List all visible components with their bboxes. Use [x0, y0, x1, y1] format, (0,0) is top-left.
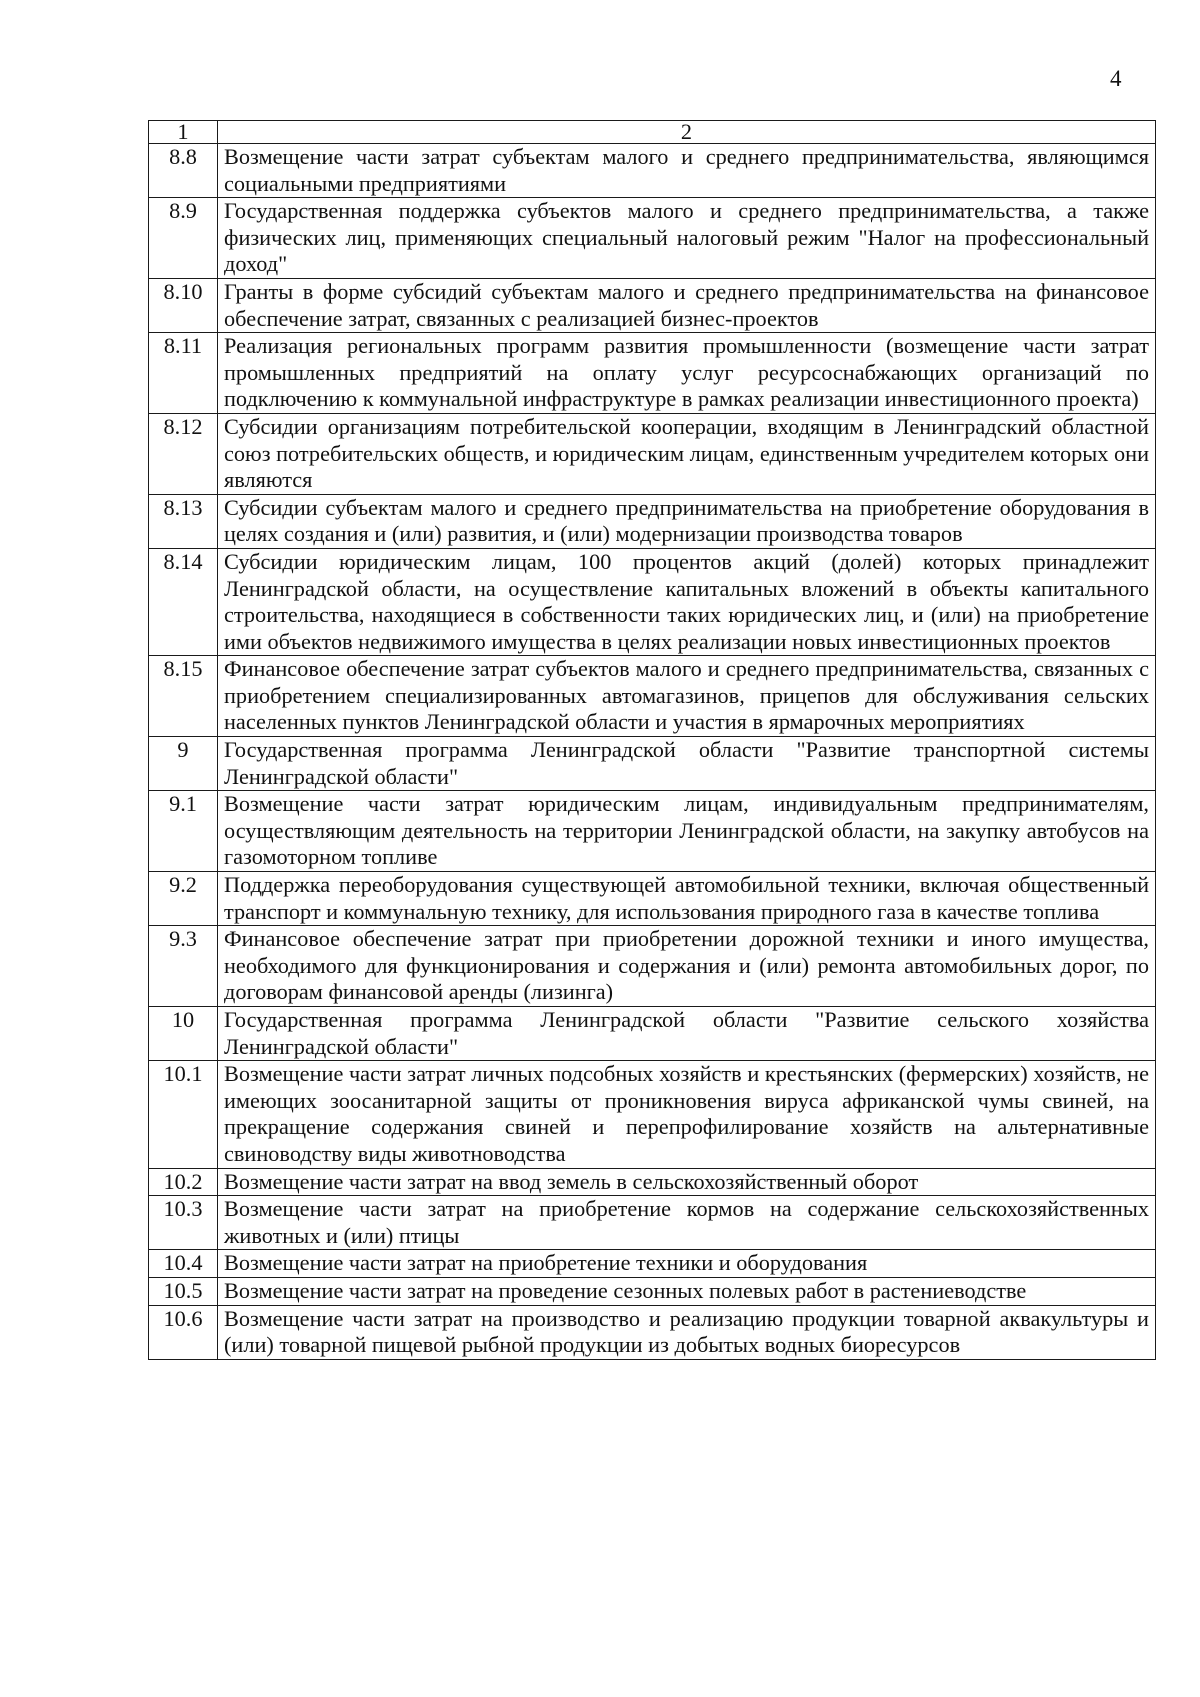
- table-body: [149, 121, 1156, 1360]
- row-number: 10.3: [149, 1196, 218, 1250]
- row-description: Финансовое обеспечение затрат субъектов малого и среднего предпринимательства, связанных с приобретением специализированных автомагазинов, прицепов для обслуживания сельских населенных пунктов Ленинградской области и участия в ярмарочных мероприятиях: [218, 656, 1156, 737]
- row-number: 10.2: [149, 1168, 218, 1196]
- table-row: [149, 1061, 1156, 1168]
- row-number: 8.10: [149, 278, 218, 332]
- table-row: [149, 1168, 1156, 1196]
- row-description: Государственная программа Ленинградской области "Развитие сельского хозяйства Ленинградской области": [218, 1007, 1156, 1061]
- row-description: Государственная поддержка субъектов малого и среднего предпринимательства, а также физических лиц, применяющих специальный налоговый режим "Налог на профессиональный доход": [218, 198, 1156, 279]
- row-number: 10.5: [149, 1277, 218, 1305]
- table-row: [149, 144, 1156, 198]
- row-number: 8.8: [149, 144, 218, 198]
- row-description: Государственная программа Ленинградской области "Развитие транспортной системы Ленинградской области": [218, 737, 1156, 791]
- row-description: Реализация региональных программ развития промышленности (возмещение части затрат промышленных предприятий на оплату услуг ресурсоснабжающих организаций по подключению к коммунальной инфраструктуре в рамках реализации инвестиционного проекта): [218, 333, 1156, 414]
- row-number: 8.9: [149, 198, 218, 279]
- table-row: [149, 278, 1156, 332]
- table-header-row: [149, 121, 1156, 144]
- row-number: 8.15: [149, 656, 218, 737]
- table-row: [149, 1250, 1156, 1278]
- table-row: [149, 872, 1156, 926]
- table-row: [149, 926, 1156, 1007]
- table-row: [149, 737, 1156, 791]
- row-description: Гранты в форме субсидий субъектам малого и среднего предпринимательства на финансовое обеспечение затрат, связанных с реализацией бизнес-проектов: [218, 278, 1156, 332]
- table-row: [149, 1277, 1156, 1305]
- row-number: 8.13: [149, 494, 218, 548]
- page-number: 4: [1110, 66, 1122, 91]
- row-description: Возмещение части затрат на производство и реализацию продукции товарной аквакультуры и (или) товарной пищевой рыбной продукции из добытых водных биоресурсов: [218, 1305, 1156, 1359]
- row-description: Возмещение части затрат субъектам малого и среднего предпринимательства, являющимся социальными предприятиями: [218, 144, 1156, 198]
- row-description: Субсидии организациям потребительской кооперации, входящим в Ленинградский областной союз потребительских обществ, и юридическим лицам, единственным учредителем которых они являются: [218, 413, 1156, 494]
- row-number: 8.11: [149, 333, 218, 414]
- table-row: [149, 548, 1156, 655]
- row-number: 9.1: [149, 791, 218, 872]
- row-number: 9: [149, 737, 218, 791]
- row-description: Поддержка переоборудования существующей автомобильной техники, включая общественный транспорт и коммунальную технику, для использования природного газа в качестве топлива: [218, 872, 1156, 926]
- table-row: [149, 1007, 1156, 1061]
- table-row: [149, 791, 1156, 872]
- row-number: 10: [149, 1007, 218, 1061]
- table-row: [149, 494, 1156, 548]
- row-number: 9.2: [149, 872, 218, 926]
- row-description: Возмещение части затрат на приобретение техники и оборудования: [218, 1250, 1156, 1278]
- table-row: [149, 333, 1156, 414]
- subsidy-table: [148, 120, 1156, 1360]
- row-number: 10.1: [149, 1061, 218, 1168]
- row-number: 10.4: [149, 1250, 218, 1278]
- row-description: Возмещение части затрат на ввод земель в сельскохозяйственный оборот: [218, 1168, 1156, 1196]
- row-description: Возмещение части затрат на проведение сезонных полевых работ в растениеводстве: [218, 1277, 1156, 1305]
- table-row: [149, 413, 1156, 494]
- row-description: Субсидии юридическим лицам, 100 процентов акций (долей) которых принадлежит Ленинградской области, на осуществление капитальных вложений в объекты капитального строительства, находящиеся в собственности таких юридических лиц, и (или) на приобретение ими объектов недвижимого имущества в целях реализации новых инвестиционных проектов: [218, 548, 1156, 655]
- row-description: Возмещение части затрат юридическим лицам, индивидуальным предпринимателям, осуществляющим деятельность на территории Ленинградской области, на закупку автобусов на газомоторном топливе: [218, 791, 1156, 872]
- header-col-number: 1: [149, 121, 218, 144]
- row-number: 8.14: [149, 548, 218, 655]
- row-description: Возмещение части затрат личных подсобных хозяйств и крестьянских (фермерских) хозяйств, не имеющих зоосанитарной защиты от проникновения вируса африканской чумы свиней, на прекращение содержания свиней и перепрофилирование хозяйств на альтернативные свиноводству виды животноводства: [218, 1061, 1156, 1168]
- table-row: [149, 1196, 1156, 1250]
- row-number: 8.12: [149, 413, 218, 494]
- row-description: Возмещение части затрат на приобретение кормов на содержание сельскохозяйственных животных и (или) птицы: [218, 1196, 1156, 1250]
- row-description: Финансовое обеспечение затрат при приобретении дорожной техники и иного имущества, необходимого для функционирования и содержания и (или) ремонта автомобильных дорог, по договорам финансовой аренды (лизинга): [218, 926, 1156, 1007]
- table-row: [149, 656, 1156, 737]
- header-col-description: 2: [218, 121, 1156, 144]
- row-number: 9.3: [149, 926, 218, 1007]
- table-row: [149, 1305, 1156, 1359]
- table-row: [149, 198, 1156, 279]
- row-number: 10.6: [149, 1305, 218, 1359]
- row-description: Субсидии субъектам малого и среднего предпринимательства на приобретение оборудования в целях создания и (или) развития, и (или) модернизации производства товаров: [218, 494, 1156, 548]
